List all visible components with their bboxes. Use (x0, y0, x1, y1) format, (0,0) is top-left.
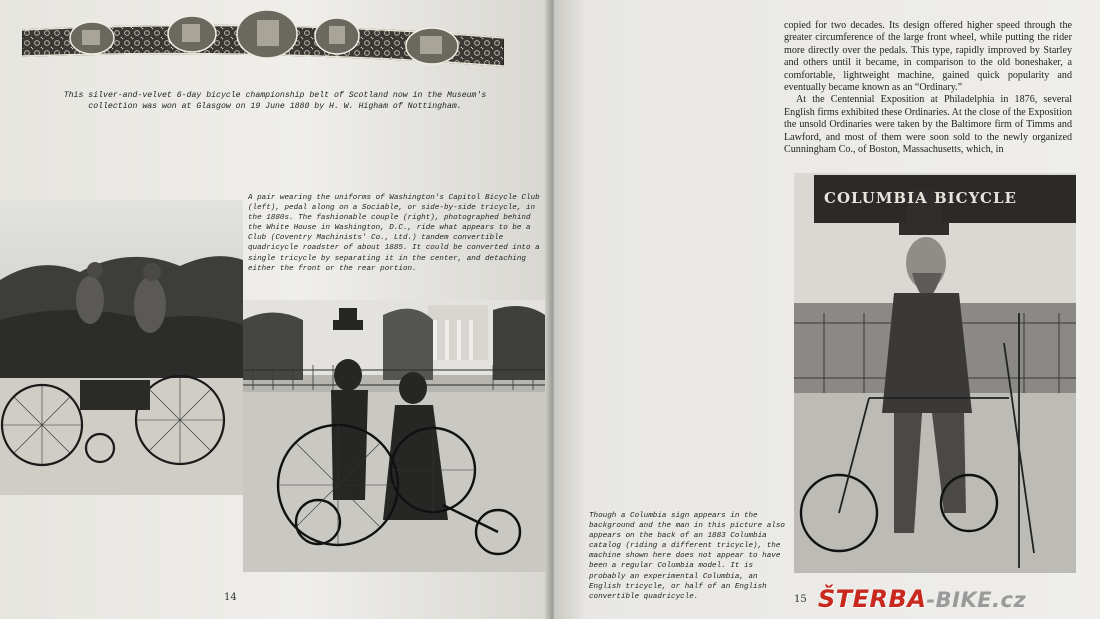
left-page-number: 14 (224, 592, 237, 603)
quadricycle-photo (243, 300, 545, 572)
site-watermark (818, 584, 1026, 615)
body-paragraph-2: At the Centennial Exposition at Philadelphia in 1876, several English firms exhibited these Ordinaries. At the close of the Exposition the unsold Ordinaries were taken by the Baltimore firm of Timms and Lawford, and most of them were soon sold to the newly organized Cunningham Co., of Boston, Massachusetts, which, in (784, 94, 1072, 156)
columbia-photo (794, 173, 1076, 573)
sociable-photo (0, 200, 243, 495)
sociable-caption: A pair wearing the uniforms of Washington's Capitol Bicycle Club (left), pedal along on a Sociable, or side-by-side tricycle, in the 1880s. The fashionable couple (right), photographed behind the White House in Washington, D.C., ride what appears to be a Club (Coventry Machinists' Co., Ltd.) tandem convertible quadricycle roadster of about 1885. It could be converted into a single tricycle by separating it in the center, and detaching either the front or the rear portion. (248, 194, 540, 273)
watermark-brand: ŠTERBA (818, 585, 927, 613)
columbia-sign-text: COLUMBIA BICYCLE (824, 189, 1017, 207)
watermark-suffix: -BIKE.cz (926, 588, 1027, 612)
belt-photo (22, 8, 504, 80)
right-page-number: 15 (794, 594, 807, 605)
body-paragraph-1: copied for two decades. Its design offered higher speed through the greater circumference of the large front wheel, while putting the rider more directly over the pedals. This type, rapidly improved by Starley and others until it became, in comparison to the old boneshaker, a comfortable, lightweight machine, gained quick popularity and eventually became known as an “Ordinary.” (784, 20, 1072, 94)
columbia-caption: Though a Columbia sign appears in the background and the man in this picture also appears on the back of an 1883 Columbia catalog (riding a different tricycle), the machine shown here does not appear to have been a regular Columbia model. It is probably an experimental Columbia, an English tricycle, or half of an English convertible quadricycle. (589, 512, 785, 601)
belt-caption: This silver-and-velvet 6-day bicycle championship belt of Scotland now in the Museum's collection was won at Glasgow on 19 June 1880 by H. W. Higham of Nottingham. (63, 91, 487, 111)
body-text (784, 20, 1072, 156)
